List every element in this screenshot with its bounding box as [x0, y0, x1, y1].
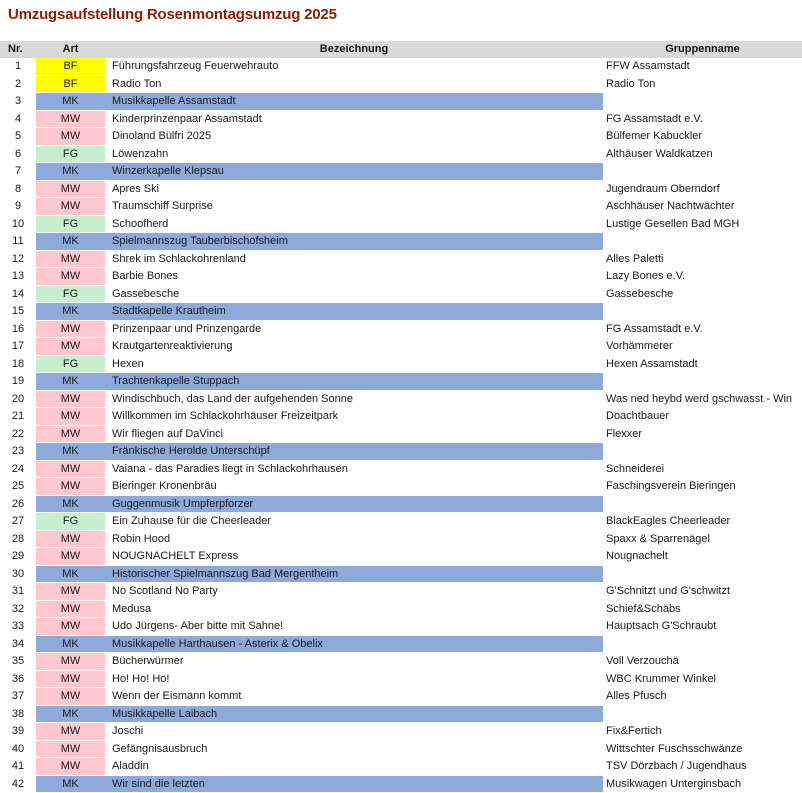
gruppenname-cell: Alles Pfusch	[606, 690, 667, 702]
table-row	[0, 706, 802, 724]
row-number-cell: 24	[11, 462, 25, 475]
art-code-cell: MW	[36, 531, 105, 549]
bezeichnung-cell: Musikkapelle Harthausen - Asterix & Obelix	[105, 636, 603, 654]
row-number-cell: 2	[14, 77, 22, 90]
bezeichnung-cell: Führungsfahrzeug Feuerwehrauto	[112, 60, 279, 72]
row-number-cell: 20	[11, 392, 25, 405]
bezeichnung-cell: Winzerkapelle Klepsau	[105, 163, 603, 181]
art-code-cell: MW	[36, 618, 105, 636]
table-row	[0, 76, 802, 94]
art-code-cell: MW	[36, 583, 105, 601]
bezeichnung-cell: Traumschiff Surprise	[112, 200, 213, 212]
row-number-cell: 9	[14, 200, 22, 212]
row-number-cell: 25	[11, 480, 25, 492]
art-code-cell: MK	[36, 636, 105, 654]
row-number-cell: 8	[14, 182, 22, 195]
art-code-cell: MW	[36, 671, 105, 689]
gruppenname-cell	[603, 93, 802, 111]
table-body	[0, 58, 802, 793]
table-row	[0, 758, 802, 776]
gruppenname-cell: Was ned heybd werd gschwasst - Win	[606, 392, 793, 405]
row-number-cell: 40	[11, 742, 25, 755]
row-number-cell: 4	[14, 112, 22, 125]
row-number-cell: 34	[11, 637, 25, 650]
table-row	[0, 496, 802, 514]
table-row	[0, 163, 802, 181]
bezeichnung-cell: No Scotland No Party	[112, 585, 218, 597]
column-header-art: Art	[62, 43, 79, 55]
table-row	[0, 391, 802, 409]
art-code-cell: FG	[36, 286, 105, 304]
table-row	[0, 111, 802, 129]
gruppenname-cell: Doachtbauer	[606, 410, 669, 422]
row-number-cell: 30	[11, 567, 25, 580]
gruppenname-cell: Fix&Fertich	[606, 725, 662, 737]
art-code-cell: MW	[36, 111, 105, 129]
art-code-cell: FG	[36, 216, 105, 234]
row-number-cell: 21	[11, 410, 25, 422]
row-number-cell: 7	[14, 165, 22, 177]
gruppenname-cell: G'Schnitzt und G'schwitzt	[606, 585, 731, 597]
table-row	[0, 181, 802, 199]
art-code-cell: MK	[36, 303, 105, 321]
table-row	[0, 286, 802, 304]
gruppenname-cell	[603, 303, 802, 321]
row-number-cell: 35	[11, 655, 25, 667]
bezeichnung-cell: Barbie Bones	[112, 270, 179, 282]
table-row	[0, 601, 802, 619]
art-code-cell: MW	[36, 251, 105, 269]
gruppenname-cell: Lustige Gesellen Bad MGH	[606, 217, 740, 230]
row-number-cell: 18	[11, 357, 25, 370]
table-row	[0, 216, 802, 234]
row-number-cell: 5	[14, 130, 22, 142]
art-code-cell: FG	[36, 356, 105, 374]
bezeichnung-cell: Shrek im Schlackohrenland	[112, 252, 246, 265]
column-header-bezeichnung: Bezeichnung	[319, 43, 389, 55]
art-code-cell: MW	[36, 601, 105, 619]
bezeichnung-cell: Radio Ton	[112, 77, 162, 90]
table-row	[0, 461, 802, 479]
table-header-row	[0, 41, 802, 58]
bezeichnung-cell: Musikkapelle Laibach	[105, 706, 603, 724]
art-code-cell: FG	[36, 513, 105, 531]
bezeichnung-cell: Trachtenkapelle Stuppach	[105, 373, 603, 391]
gruppenname-cell: Althäuser Waldkatzen	[606, 147, 713, 160]
art-code-cell: BF	[36, 76, 105, 94]
art-code-cell: MW	[36, 688, 105, 706]
table-row	[0, 566, 802, 584]
table-row	[0, 723, 802, 741]
row-number-cell: 17	[11, 340, 25, 352]
gruppenname-cell	[603, 706, 802, 724]
table-row	[0, 268, 802, 286]
bezeichnung-cell: Dinoland Bülfri 2025	[112, 130, 212, 142]
table-row	[0, 426, 802, 444]
gruppenname-cell	[603, 496, 802, 514]
gruppenname-cell: Schneiderei	[606, 462, 665, 475]
table-row	[0, 356, 802, 374]
row-number-cell: 33	[11, 620, 25, 632]
row-number-cell: 41	[11, 760, 25, 772]
art-code-cell: MK	[36, 163, 105, 181]
row-number-cell: 14	[11, 287, 25, 300]
bezeichnung-cell: Bieringer Kronenbräu	[112, 480, 217, 492]
row-number-cell: 32	[11, 602, 25, 615]
gruppenname-cell: Alles Paletti	[606, 252, 664, 265]
gruppenname-cell: Vorhämmerer	[606, 340, 673, 352]
art-code-cell: MW	[36, 426, 105, 444]
bezeichnung-cell: Joschi	[112, 725, 144, 737]
art-code-cell: MW	[36, 128, 105, 146]
row-number-cell: 12	[11, 252, 25, 265]
row-number-cell: 10	[11, 217, 25, 230]
bezeichnung-cell: Bücherwürmer	[112, 655, 184, 667]
bezeichnung-cell: Vaiana - das Paradies liegt in Schlackohrhausen	[112, 462, 348, 475]
gruppenname-cell: WBC Krummer Winkel	[606, 672, 717, 685]
art-code-cell: MK	[36, 776, 105, 793]
gruppenname-cell	[603, 233, 802, 251]
art-code-cell: MW	[36, 758, 105, 776]
row-number-cell: 27	[11, 515, 25, 527]
column-header-nr: Nr.	[8, 43, 23, 55]
row-number-cell: 11	[12, 235, 24, 247]
table-row	[0, 338, 802, 356]
page-title: Umzugsaufstellung Rosenmontagsumzug 2025	[8, 6, 337, 23]
bezeichnung-cell: Wir fliegen auf DaVinci	[112, 427, 224, 440]
gruppenname-cell: TSV Dörzbach / Jugendhaus	[606, 760, 747, 772]
row-number-cell: 26	[11, 497, 25, 510]
row-number-cell: 15	[11, 305, 25, 317]
table-row	[0, 93, 802, 111]
gruppenname-cell: Musikwagen Unterginsbach	[606, 777, 742, 790]
table-row	[0, 303, 802, 321]
art-code-cell: MW	[36, 461, 105, 479]
bezeichnung-cell: Musikkapelle Assamstadt	[105, 93, 603, 111]
bezeichnung-cell: Gassebesche	[112, 287, 180, 300]
bezeichnung-cell: Wir sind die letzten	[105, 776, 603, 793]
art-code-cell: MW	[36, 653, 105, 671]
table-row	[0, 408, 802, 426]
bezeichnung-cell: Willkommen im Schlackohrhäuser Freizeitpark	[112, 410, 339, 422]
art-code-cell: MW	[36, 478, 105, 496]
art-code-cell: MW	[36, 198, 105, 216]
table-row	[0, 373, 802, 391]
art-code-cell: MW	[36, 408, 105, 426]
row-number-cell: 31	[11, 585, 25, 597]
bezeichnung-cell: Guggenmusik Umpferpforzer	[105, 496, 603, 514]
art-code-cell: MW	[36, 723, 105, 741]
bezeichnung-cell: Schoofherd	[112, 217, 169, 230]
art-code-cell: MW	[36, 741, 105, 759]
gruppenname-cell	[603, 566, 802, 584]
row-number-cell: 19	[11, 375, 25, 387]
bezeichnung-cell: Stadtkapelle Krautheim	[105, 303, 603, 321]
table-row	[0, 443, 802, 461]
bezeichnung-cell: Ein Zuhause für die Cheerleader	[112, 515, 271, 527]
art-code-cell: MK	[36, 373, 105, 391]
bezeichnung-cell: Prinzenpaar und Prinzengarde	[112, 322, 262, 335]
bezeichnung-cell: Ho! Ho! Ho!	[112, 672, 170, 685]
table-row	[0, 233, 802, 251]
gruppenname-cell: Wittschter Fuschsschwänze	[606, 742, 743, 755]
gruppenname-cell: Jugendraum Oberndorf	[606, 182, 720, 195]
table-row	[0, 146, 802, 164]
table-row	[0, 251, 802, 269]
table-row	[0, 618, 802, 636]
gruppenname-cell: Gassebesche	[606, 287, 674, 300]
row-number-cell: 36	[11, 672, 25, 685]
column-header-gruppenname: Gruppenname	[665, 43, 740, 55]
row-number-cell: 29	[11, 550, 25, 562]
gruppenname-cell	[603, 636, 802, 654]
gruppenname-cell: Flexxer	[606, 427, 643, 440]
bezeichnung-cell: Löwenzahn	[112, 147, 169, 160]
gruppenname-cell: FG Assamstadt e.V.	[606, 112, 703, 125]
art-code-cell: FG	[36, 146, 105, 164]
art-code-cell: MK	[36, 566, 105, 584]
gruppenname-cell: BlackEagles Cheerleader	[606, 515, 731, 527]
row-number-cell: 42	[11, 777, 25, 790]
bezeichnung-cell: Robin Hood	[112, 532, 171, 545]
table-row	[0, 531, 802, 549]
art-code-cell: BF	[36, 58, 105, 76]
art-code-cell: MK	[36, 93, 105, 111]
bezeichnung-cell: Medusa	[112, 602, 152, 615]
gruppenname-cell	[603, 443, 802, 461]
gruppenname-cell: Hauptsach G'Schraubt	[606, 620, 717, 632]
bezeichnung-cell: Windischbuch, das Land der aufgehenden Sonne	[112, 392, 353, 405]
row-number-cell: 3	[14, 95, 22, 107]
bezeichnung-cell: Historischer Spielmannszug Bad Mergentheim	[105, 566, 603, 584]
art-code-cell: MK	[36, 706, 105, 724]
table-row	[0, 688, 802, 706]
bezeichnung-cell: Udo Jürgens- Aber bitte mit Sahne!	[112, 620, 284, 632]
art-code-cell: MK	[36, 233, 105, 251]
art-code-cell: MW	[36, 338, 105, 356]
bezeichnung-cell: Aladdin	[112, 760, 149, 772]
row-number-cell: 39	[11, 725, 25, 737]
gruppenname-cell	[603, 373, 802, 391]
table-row	[0, 198, 802, 216]
table-row	[0, 478, 802, 496]
bezeichnung-cell: Fränkische Herolde Unterschüpf	[105, 443, 603, 461]
row-number-cell: 1	[14, 60, 22, 72]
art-code-cell: MW	[36, 548, 105, 566]
gruppenname-cell: Aschhäuser Nachtwächter	[606, 200, 735, 212]
art-code-cell: MW	[36, 268, 105, 286]
gruppenname-cell: Spaxx & Sparrenägel	[606, 532, 710, 545]
gruppenname-cell: Hexen Assamstadt	[606, 357, 698, 370]
gruppenname-cell: Schief&Schäbs	[606, 602, 681, 615]
gruppenname-cell: Bülfemer Kabuckler	[606, 130, 702, 142]
bezeichnung-cell: Gefängnisausbruch	[112, 742, 208, 755]
table-row	[0, 653, 802, 671]
table-row	[0, 548, 802, 566]
table-row	[0, 58, 802, 76]
gruppenname-cell: FG Assamstadt e.V.	[606, 322, 703, 335]
gruppenname-cell: Nougnachelt	[606, 550, 668, 562]
table-row	[0, 583, 802, 601]
table-row	[0, 321, 802, 339]
row-number-cell: 16	[11, 322, 25, 335]
bezeichnung-cell: Kinderprinzenpaar Assamstadt	[112, 112, 262, 125]
art-code-cell: MW	[36, 321, 105, 339]
gruppenname-cell: Faschingsverein Bieringen	[606, 480, 736, 492]
art-code-cell: MW	[36, 391, 105, 409]
row-number-cell: 22	[11, 427, 25, 440]
bezeichnung-cell: Krautgartenreaktivierung	[112, 340, 233, 352]
bezeichnung-cell: Hexen	[112, 357, 144, 370]
gruppenname-cell: Voll Verzouchä	[606, 655, 679, 667]
table-row	[0, 741, 802, 759]
table-row	[0, 128, 802, 146]
parade-lineup-table	[0, 41, 802, 793]
row-number-cell: 23	[11, 445, 25, 457]
row-number-cell: 28	[11, 532, 25, 545]
gruppenname-cell: FFW Assamstadt	[606, 60, 690, 72]
bezeichnung-cell: Apres Ski	[112, 182, 160, 195]
art-code-cell: MW	[36, 181, 105, 199]
art-code-cell: MK	[36, 496, 105, 514]
table-row	[0, 513, 802, 531]
gruppenname-cell	[603, 163, 802, 181]
bezeichnung-cell: NOUGNACHELT Express	[112, 550, 239, 562]
gruppenname-cell: Radio Ton	[606, 77, 656, 90]
gruppenname-cell: Lazy Bones e.V.	[606, 270, 686, 282]
table-row	[0, 776, 802, 793]
row-number-cell: 37	[11, 690, 25, 702]
row-number-cell: 38	[11, 707, 25, 720]
table-row	[0, 636, 802, 654]
row-number-cell: 6	[14, 147, 22, 160]
art-code-cell: MK	[36, 443, 105, 461]
bezeichnung-cell: Wenn der Eismann kommt	[112, 690, 242, 702]
bezeichnung-cell: Spielmannszug Tauberbischofsheim	[105, 233, 603, 251]
row-number-cell: 13	[11, 270, 25, 282]
table-row	[0, 671, 802, 689]
